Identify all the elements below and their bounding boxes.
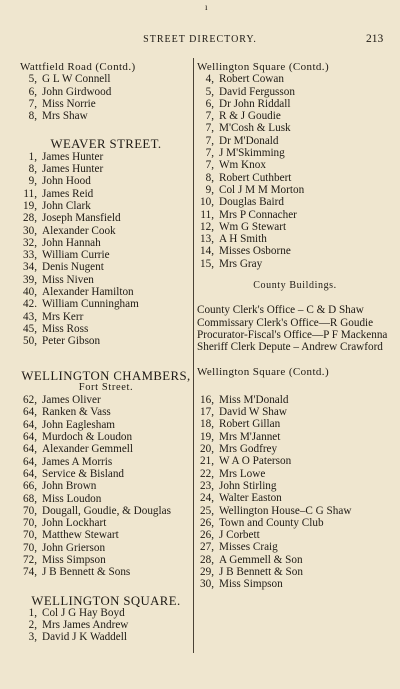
house-number: 15, — [200, 257, 214, 270]
directory-entry — [20, 468, 192, 480]
directory-entry — [20, 566, 192, 578]
directory-entry — [197, 184, 393, 196]
directory-entry — [20, 529, 192, 541]
house-number: 30, — [200, 578, 214, 591]
resident-name: John Stirling — [219, 479, 277, 492]
office-entry: County Clerk's Office – C & D Shaw — [197, 304, 364, 317]
section-heading: Fort Street. — [78, 381, 134, 393]
house-number: 5, — [205, 85, 214, 98]
resident-name: Dr M'Donald — [219, 134, 279, 147]
house-number: 17, — [200, 406, 214, 419]
house-number: 72, — [23, 553, 37, 566]
house-number: 14, — [200, 245, 214, 258]
house-number: 28, — [23, 212, 37, 225]
directory-entry — [197, 406, 393, 418]
directory-entry — [197, 418, 393, 430]
directory-entry — [197, 221, 393, 233]
resident-name: Dr John Riddall — [219, 97, 291, 110]
resident-name: John Girdwood — [42, 85, 112, 98]
house-number: 23, — [200, 479, 214, 492]
resident-name: Miss Ross — [42, 322, 89, 335]
resident-name: Misses Osborne — [219, 245, 291, 258]
resident-name: John Hood — [42, 175, 91, 188]
house-number: 70, — [23, 529, 37, 542]
directory-entry — [197, 172, 393, 184]
directory-entry — [197, 196, 393, 208]
resident-name: James Reid — [42, 187, 94, 200]
directory-entry — [20, 554, 192, 566]
resident-name: Miss Simpson — [219, 578, 283, 591]
directory-entry — [20, 311, 192, 323]
directory-entry — [20, 225, 192, 237]
resident-name: Town and County Club — [219, 516, 324, 529]
resident-name: Mrs Kerr — [42, 310, 84, 323]
house-number: 19, — [200, 430, 214, 443]
page-number: 213 — [366, 33, 384, 45]
directory-entry — [197, 529, 393, 541]
resident-name: J B Bennett & Son — [219, 565, 303, 578]
spacer — [197, 292, 393, 304]
resident-name: Wellington House–C G Shaw — [219, 504, 352, 517]
resident-name: John Grierson — [42, 541, 106, 554]
directory-entry — [20, 619, 192, 631]
directory-entry — [197, 159, 393, 171]
resident-name: Miss Loudon — [42, 492, 102, 505]
resident-name: Col J G Hay Boyd — [42, 606, 125, 619]
directory-entry — [20, 212, 192, 224]
resident-name: Robert Cowan — [219, 73, 284, 86]
resident-name: Mrs M'Jannet — [219, 430, 281, 443]
house-number: 29, — [200, 565, 214, 578]
directory-entry — [197, 431, 393, 443]
house-number: 28, — [200, 553, 214, 566]
spacer — [20, 122, 192, 138]
directory-entry — [197, 541, 393, 553]
left-column — [20, 61, 192, 644]
house-number: 26, — [200, 529, 214, 542]
directory-entry — [20, 98, 192, 110]
resident-name: R & J Goudie — [219, 110, 281, 123]
directory-entry — [197, 147, 393, 159]
directory-entry — [197, 492, 393, 504]
section-heading: WELLINGTON CHAMBERS, — [21, 368, 191, 383]
resident-name: John Hannah — [42, 236, 101, 249]
house-number: 7, — [205, 110, 214, 123]
directory-entry — [20, 237, 192, 249]
house-number: 45, — [23, 322, 37, 335]
resident-name: Dougall, Goudie, & Douglas — [42, 504, 171, 517]
resident-name: Wm Knox — [219, 159, 266, 172]
house-number: 64, — [23, 467, 37, 480]
directory-entry — [20, 323, 192, 335]
house-number: 7, — [205, 122, 214, 135]
house-number: 70, — [23, 541, 37, 554]
resident-name: Alexander Cook — [42, 224, 116, 237]
resident-name: William Currie — [42, 249, 110, 262]
directory-entry — [197, 135, 393, 147]
resident-name: J Corbett — [219, 529, 260, 542]
section-heading: Wellington Square (Contd.) — [197, 61, 330, 73]
resident-name: David Fergusson — [219, 85, 295, 98]
house-number: 26, — [200, 516, 214, 529]
section-heading: WELLINGTON SQUARE. — [31, 593, 181, 608]
directory-entry — [20, 335, 192, 347]
directory-entry — [20, 431, 192, 443]
resident-name: Walter Easton — [219, 492, 282, 505]
directory-entry — [197, 566, 393, 578]
directory-entry — [20, 517, 192, 529]
house-number: 39, — [23, 273, 37, 286]
resident-name: Murdoch & Loudon — [42, 431, 133, 444]
resident-name: Mrs James Andrew — [42, 619, 129, 632]
directory-entry — [20, 443, 192, 455]
house-number: 12, — [200, 220, 214, 233]
house-number: 64, — [23, 418, 37, 431]
directory-entry — [20, 86, 192, 98]
directory-entry — [197, 554, 393, 566]
house-number: 8, — [28, 163, 37, 176]
house-number: 66, — [23, 480, 37, 493]
house-number: 42. — [23, 298, 37, 311]
house-number: 13, — [200, 233, 214, 246]
resident-name: Denis Nugent — [42, 261, 104, 274]
directory-entry — [20, 163, 192, 175]
resident-name: M'Cosh & Lusk — [219, 122, 291, 135]
resident-name: John Brown — [42, 480, 97, 493]
resident-name: Wm G Stewart — [219, 220, 287, 233]
house-number: 6, — [205, 97, 214, 110]
directory-entry — [20, 110, 192, 122]
office-entry: Commissary Clerk's Office—R Goudie — [197, 316, 374, 329]
house-number: 30, — [23, 224, 37, 237]
house-number: 11, — [200, 208, 214, 221]
directory-entry — [20, 480, 192, 492]
resident-name: John Eaglesham — [42, 418, 116, 431]
house-number: 25, — [200, 504, 214, 517]
directory-entry — [197, 233, 393, 245]
directory-entry — [197, 73, 393, 85]
house-number: 16, — [200, 393, 214, 406]
house-number: 3, — [28, 631, 37, 644]
house-number: 34, — [23, 261, 37, 274]
resident-name: Miss Niven — [42, 273, 94, 286]
resident-name: James Oliver — [42, 394, 101, 407]
resident-name: James A Morris — [42, 455, 113, 468]
resident-name: Misses Craig — [219, 541, 278, 554]
resident-name: William Cunningham — [42, 298, 139, 311]
directory-entry — [197, 110, 393, 122]
house-number: 7, — [205, 147, 214, 160]
directory-entry — [20, 493, 192, 505]
resident-name: Matthew Stewart — [42, 529, 119, 542]
directory-entry — [20, 175, 192, 187]
house-number: 32, — [23, 236, 37, 249]
resident-name: James Hunter — [42, 163, 104, 176]
directory-entry — [197, 578, 393, 590]
directory-entry — [20, 406, 192, 418]
section-heading: Wattfield Road (Contd.) — [20, 61, 136, 73]
resident-name: Robert Gillan — [219, 418, 281, 431]
house-number: 21, — [200, 455, 214, 468]
resident-name: James Hunter — [42, 150, 104, 163]
house-number: 9, — [28, 175, 37, 188]
house-number: 20, — [200, 443, 214, 456]
house-number: 7, — [28, 97, 37, 110]
section-heading: Wellington Square (Contd.) — [197, 365, 330, 378]
resident-name: Douglas Baird — [219, 196, 284, 209]
directory-entry — [20, 274, 192, 286]
house-number: 62, — [23, 394, 37, 407]
directory-entry — [197, 86, 393, 98]
directory-entry — [197, 258, 393, 270]
resident-name: Ranken & Vass — [42, 406, 111, 419]
directory-entry — [20, 505, 192, 517]
spacer — [20, 348, 192, 370]
directory-entry — [20, 298, 192, 310]
directory-entry — [20, 200, 192, 212]
house-number: 68, — [23, 492, 37, 505]
house-number: 64, — [23, 455, 37, 468]
house-number: 7, — [205, 134, 214, 147]
directory-entry — [197, 122, 393, 134]
house-number: 5, — [28, 73, 37, 86]
house-number: 7, — [205, 159, 214, 172]
directory-entry — [197, 480, 393, 492]
directory-entry — [20, 188, 192, 200]
directory-entry — [197, 517, 393, 529]
column-divider — [193, 58, 194, 653]
resident-name: Alexander Gemmell — [42, 443, 134, 456]
resident-name: W A O Paterson — [219, 455, 292, 468]
resident-name: Miss Norrie — [42, 97, 96, 110]
house-number: 70, — [23, 504, 37, 517]
office-entry: Procurator-Fiscal's Office—P F Mackenna — [197, 328, 388, 341]
house-number: 19, — [23, 199, 37, 212]
resident-name: Miss Simpson — [42, 553, 106, 566]
house-number: 64, — [23, 443, 37, 456]
directory-entry — [20, 607, 192, 619]
resident-name: Alexander Hamilton — [42, 286, 134, 299]
resident-name: David W Shaw — [219, 406, 287, 419]
house-number: 70, — [23, 517, 37, 530]
office-entry: Sheriff Clerk Depute – Andrew Crawford — [197, 341, 383, 354]
directory-entry — [197, 443, 393, 455]
resident-name: A H Smith — [219, 233, 267, 246]
house-number: 74, — [23, 566, 37, 579]
resident-name: J B Bennett & Sons — [42, 566, 131, 579]
directory-entry — [20, 394, 192, 406]
house-number: 18, — [200, 418, 214, 431]
print-mark: ı — [205, 2, 208, 12]
directory-entry — [20, 419, 192, 431]
spacer — [20, 579, 192, 595]
resident-name: Col J M M Morton — [219, 183, 305, 196]
directory-entry — [197, 455, 393, 467]
house-number: 10, — [200, 196, 214, 209]
resident-name: Joseph Mansfield — [42, 212, 121, 225]
directory-entry — [197, 209, 393, 221]
spacer — [197, 270, 393, 280]
directory-entry — [20, 542, 192, 554]
right-column — [197, 61, 393, 591]
directory-entry — [197, 245, 393, 257]
resident-name: Mrs P Connacher — [219, 208, 297, 221]
house-number: 22, — [200, 467, 214, 480]
house-number: 2, — [28, 619, 37, 632]
directory-entry — [197, 468, 393, 480]
resident-name: Mrs Shaw — [42, 110, 88, 123]
house-number: 8, — [205, 171, 214, 184]
directory-entry — [20, 151, 192, 163]
resident-name: A Gemmell & Son — [219, 553, 303, 566]
house-number: 24, — [200, 492, 214, 505]
spacer — [197, 354, 393, 366]
spacer — [197, 378, 393, 394]
directory-entry — [197, 394, 393, 406]
directory-entry — [20, 456, 192, 468]
resident-name: John Clark — [42, 199, 91, 212]
resident-name: Miss M'Donald — [219, 393, 289, 406]
house-number: 50, — [23, 335, 37, 348]
house-number: 6, — [28, 85, 37, 98]
house-number: 4, — [205, 73, 214, 86]
house-number: 40, — [23, 286, 37, 299]
house-number: 11, — [23, 187, 37, 200]
house-number: 1, — [28, 150, 37, 163]
resident-name: J M'Skimming — [219, 147, 285, 160]
resident-name: John Lockhart — [42, 517, 107, 530]
resident-name: Mrs Gray — [219, 257, 263, 270]
resident-name: David J K Waddell — [42, 631, 127, 644]
directory-entry — [20, 286, 192, 298]
house-number: 27, — [200, 541, 214, 554]
resident-name: Service & Bisland — [42, 467, 125, 480]
resident-name: Mrs Lowe — [219, 467, 266, 480]
section-heading: WEAVER STREET. — [50, 137, 162, 152]
section-heading: County Buildings. — [253, 280, 337, 292]
running-title: STREET DIRECTORY. — [143, 34, 257, 45]
house-number: 33, — [23, 249, 37, 262]
house-number: 1, — [28, 606, 37, 619]
resident-name: Peter Gibson — [42, 335, 101, 348]
resident-name: Mrs Godfrey — [219, 443, 278, 456]
house-number: 9, — [205, 183, 214, 196]
directory-entry — [20, 249, 192, 261]
directory-entry — [20, 73, 192, 85]
resident-name: Robert Cuthbert — [219, 171, 292, 184]
house-number: 8, — [28, 110, 37, 123]
house-number: 64, — [23, 431, 37, 444]
directory-entry — [20, 261, 192, 273]
directory-entry — [197, 505, 393, 517]
house-number: 64, — [23, 406, 37, 419]
house-number: 43, — [23, 310, 37, 323]
resident-name: G L W Connell — [42, 73, 111, 86]
directory-entry — [197, 98, 393, 110]
directory-entry — [20, 631, 192, 643]
